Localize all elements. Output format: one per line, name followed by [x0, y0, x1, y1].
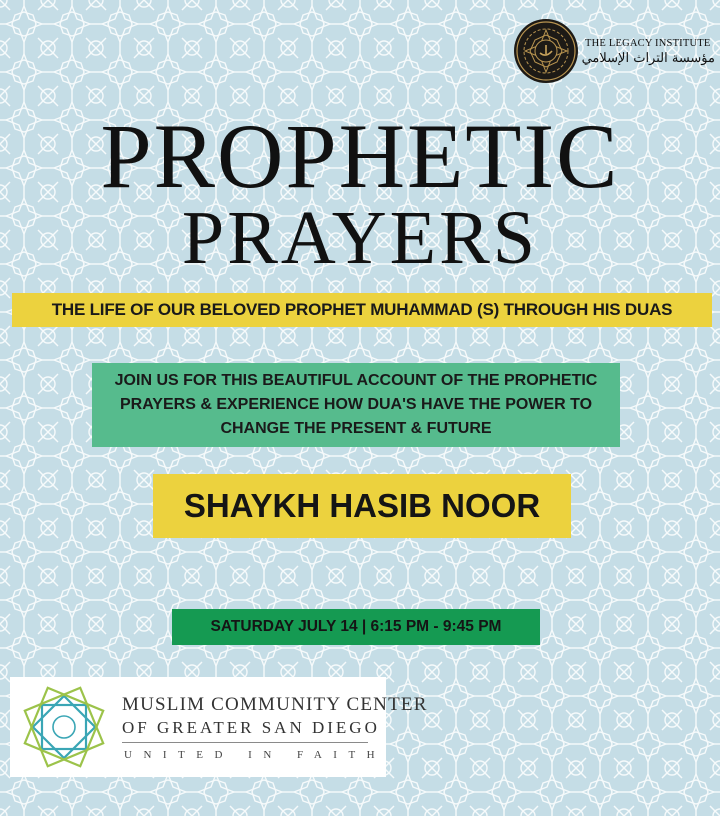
- venue-divider: [122, 742, 368, 743]
- subtitle-text: THE LIFE OF OUR BELOVED PROPHET MUHAMMAD (S) THROUGH HIS DUAS: [51, 300, 673, 319]
- date-time-banner: [172, 609, 540, 645]
- speaker-name: SHAYKH HASIB NOOR: [183, 487, 541, 524]
- venue-name-line-1: MUSLIM COMMUNITY CENTER: [122, 694, 428, 715]
- legacy-institute-emblem-icon: [513, 18, 579, 84]
- venue-name-line-2: OF GREATER SAN DIEGO: [122, 718, 380, 737]
- event-date-time: SATURDAY JULY 14 | 6:15 PM - 9:45 PM: [210, 618, 502, 635]
- legacy-institute-wordmark: [581, 38, 715, 66]
- poster-title-line-2: PRAYERS: [181, 196, 539, 280]
- speaker-banner: [153, 474, 571, 538]
- legacy-institute-name: THE LEGACY INSTITUTE: [585, 38, 711, 49]
- description-text: JOIN US FOR THIS BEAUTIFUL ACCOUNT OF THE PROPHETIC PRAYERS & EXPERIENCE HOW DUA'S HAVE THE POWER TO CHANGE THE PRESENT & FUTURE: [114, 372, 598, 437]
- subtitle-banner: [12, 293, 712, 327]
- description-banner: [92, 363, 620, 447]
- legacy-institute-name-arabic: مؤسسة التراث الإسلامي: [581, 51, 715, 66]
- venue-logo-card: [10, 677, 428, 777]
- poster-title-line-1: PROPHETIC: [100, 105, 620, 207]
- venue-tagline: UNITED IN FAITH: [124, 749, 387, 761]
- mcc-star-emblem-icon: [18, 683, 110, 771]
